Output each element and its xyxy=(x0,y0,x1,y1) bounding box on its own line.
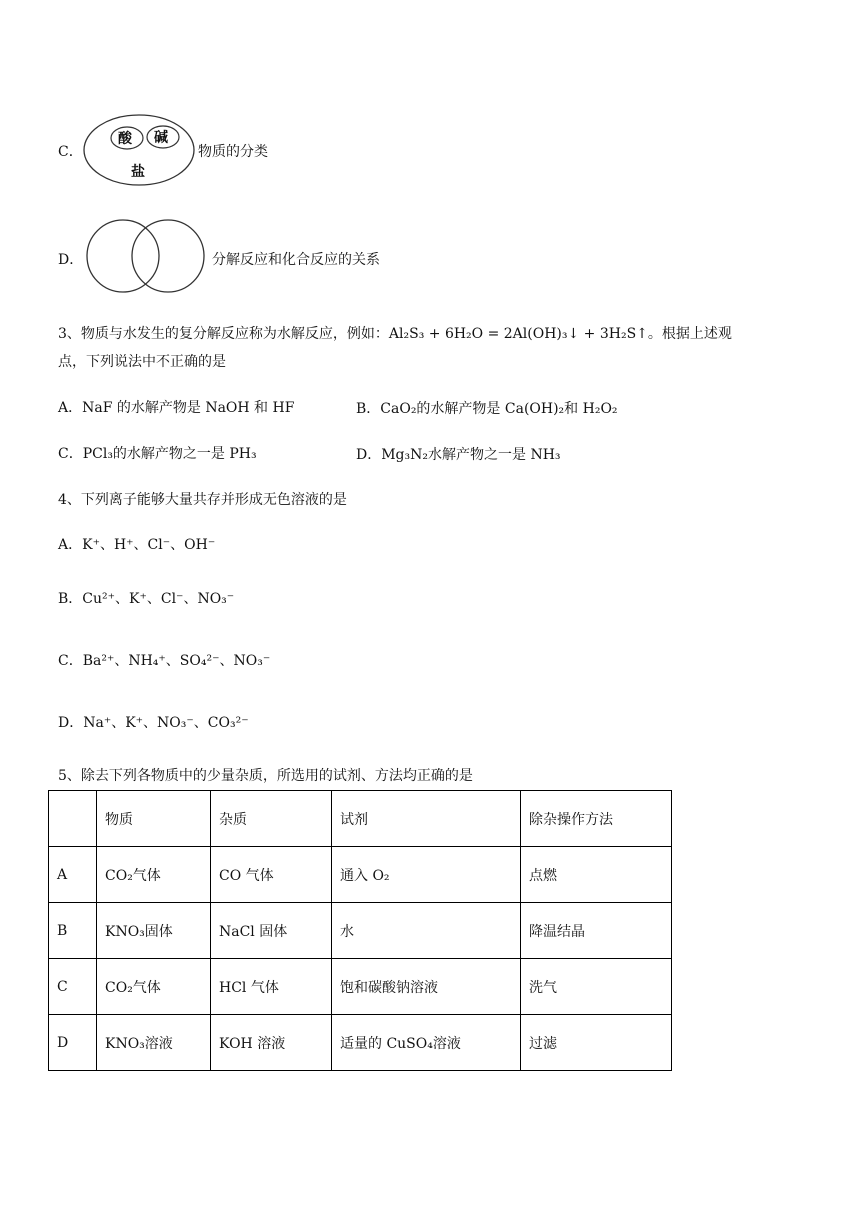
figure-word-base: 碱 xyxy=(154,130,168,146)
q3-option-b: B．CaO₂的水解产物是 Ca(OH)₂和 H₂O₂ xyxy=(356,401,618,417)
table-cell: B xyxy=(49,903,97,959)
option-d-label: D． xyxy=(58,252,84,268)
table-row xyxy=(49,1015,672,1071)
table-cell: C xyxy=(49,959,97,1015)
table-cell: 洗气 xyxy=(521,959,672,1015)
table-header-cell: 除杂操作方法 xyxy=(521,791,672,847)
table-cell: KOH 溶液 xyxy=(211,1015,332,1071)
venn-left-circle xyxy=(87,220,159,292)
table-cell: 过滤 xyxy=(521,1015,672,1071)
q3-option-c: C．PCl₃的水解产物之一是 PH₃ xyxy=(58,446,257,462)
q4-option-a: A．K⁺、H⁺、Cl⁻、OH⁻ xyxy=(58,537,216,553)
table-cell: 水 xyxy=(332,903,521,959)
table-row xyxy=(49,903,672,959)
table-cell: NaCl 固体 xyxy=(211,903,332,959)
table-header-row xyxy=(49,791,672,847)
q5-table xyxy=(48,790,672,1071)
q4-option-b: B．Cu²⁺、K⁺、Cl⁻、NO₃⁻ xyxy=(58,591,235,607)
figure-word-salt: 盐 xyxy=(131,164,145,180)
q3-option-a: A．NaF 的水解产物是 NaOH 和 HF xyxy=(58,400,295,416)
q3-option-d: D．Mg₃N₂水解产物之一是 NH₃ xyxy=(356,447,561,463)
table-cell: 适量的 CuSO₄溶液 xyxy=(332,1015,521,1071)
q5-stem: 5、除去下列各物质中的少量杂质，所选用的试剂、方法均正确的是 xyxy=(58,768,473,784)
venn-diagram xyxy=(84,218,208,294)
q3-stem-line2: 点，下列说法中不正确的是 xyxy=(58,354,226,370)
table-header-cell: 试剂 xyxy=(332,791,521,847)
q4-option-c: C．Ba²⁺、NH₄⁺、SO₄²⁻、NO₃⁻ xyxy=(58,653,271,669)
table-row xyxy=(49,959,672,1015)
figure-word-acid: 酸 xyxy=(118,131,132,147)
table-cell: CO₂气体 xyxy=(97,959,211,1015)
table-header-cell: 杂质 xyxy=(211,791,332,847)
table-cell: HCl 气体 xyxy=(211,959,332,1015)
table-cell: CO₂气体 xyxy=(97,847,211,903)
table-cell: A xyxy=(49,847,97,903)
table-row xyxy=(49,847,672,903)
table-cell: KNO₃固体 xyxy=(97,903,211,959)
table-cell: D xyxy=(49,1015,97,1071)
table-cell: 点燃 xyxy=(521,847,672,903)
table-cell: CO 气体 xyxy=(211,847,332,903)
option-c-caption: 物质的分类 xyxy=(198,144,268,160)
option-c-label: C． xyxy=(58,144,83,160)
q4-option-d: D．Na⁺、K⁺、NO₃⁻、CO₃²⁻ xyxy=(58,715,249,731)
option-d-caption: 分解反应和化合反应的关系 xyxy=(212,252,380,268)
table-cell: 降温结晶 xyxy=(521,903,672,959)
q4-stem: 4、下列离子能够大量共存并形成无色溶液的是 xyxy=(58,492,347,508)
table-cell: 饱和碳酸钠溶液 xyxy=(332,959,521,1015)
table-cell: 通入 O₂ xyxy=(332,847,521,903)
venn-right-circle xyxy=(132,220,204,292)
table-header-cell: 物质 xyxy=(97,791,211,847)
table-header-cell xyxy=(49,791,97,847)
q3-equation: Al₂S₃ + 6H₂O = 2Al(OH)₃↓ + 3H₂S↑ xyxy=(388,326,648,342)
table-cell: KNO₃溶液 xyxy=(97,1015,211,1071)
q3-stem-line1: 3、物质与水发生的复分解反应称为水解反应，例如：Al₂S₃ + 6H₂O = 2Al(OH)₃↓ + 3H₂S↑。根据上述观 xyxy=(58,326,732,342)
